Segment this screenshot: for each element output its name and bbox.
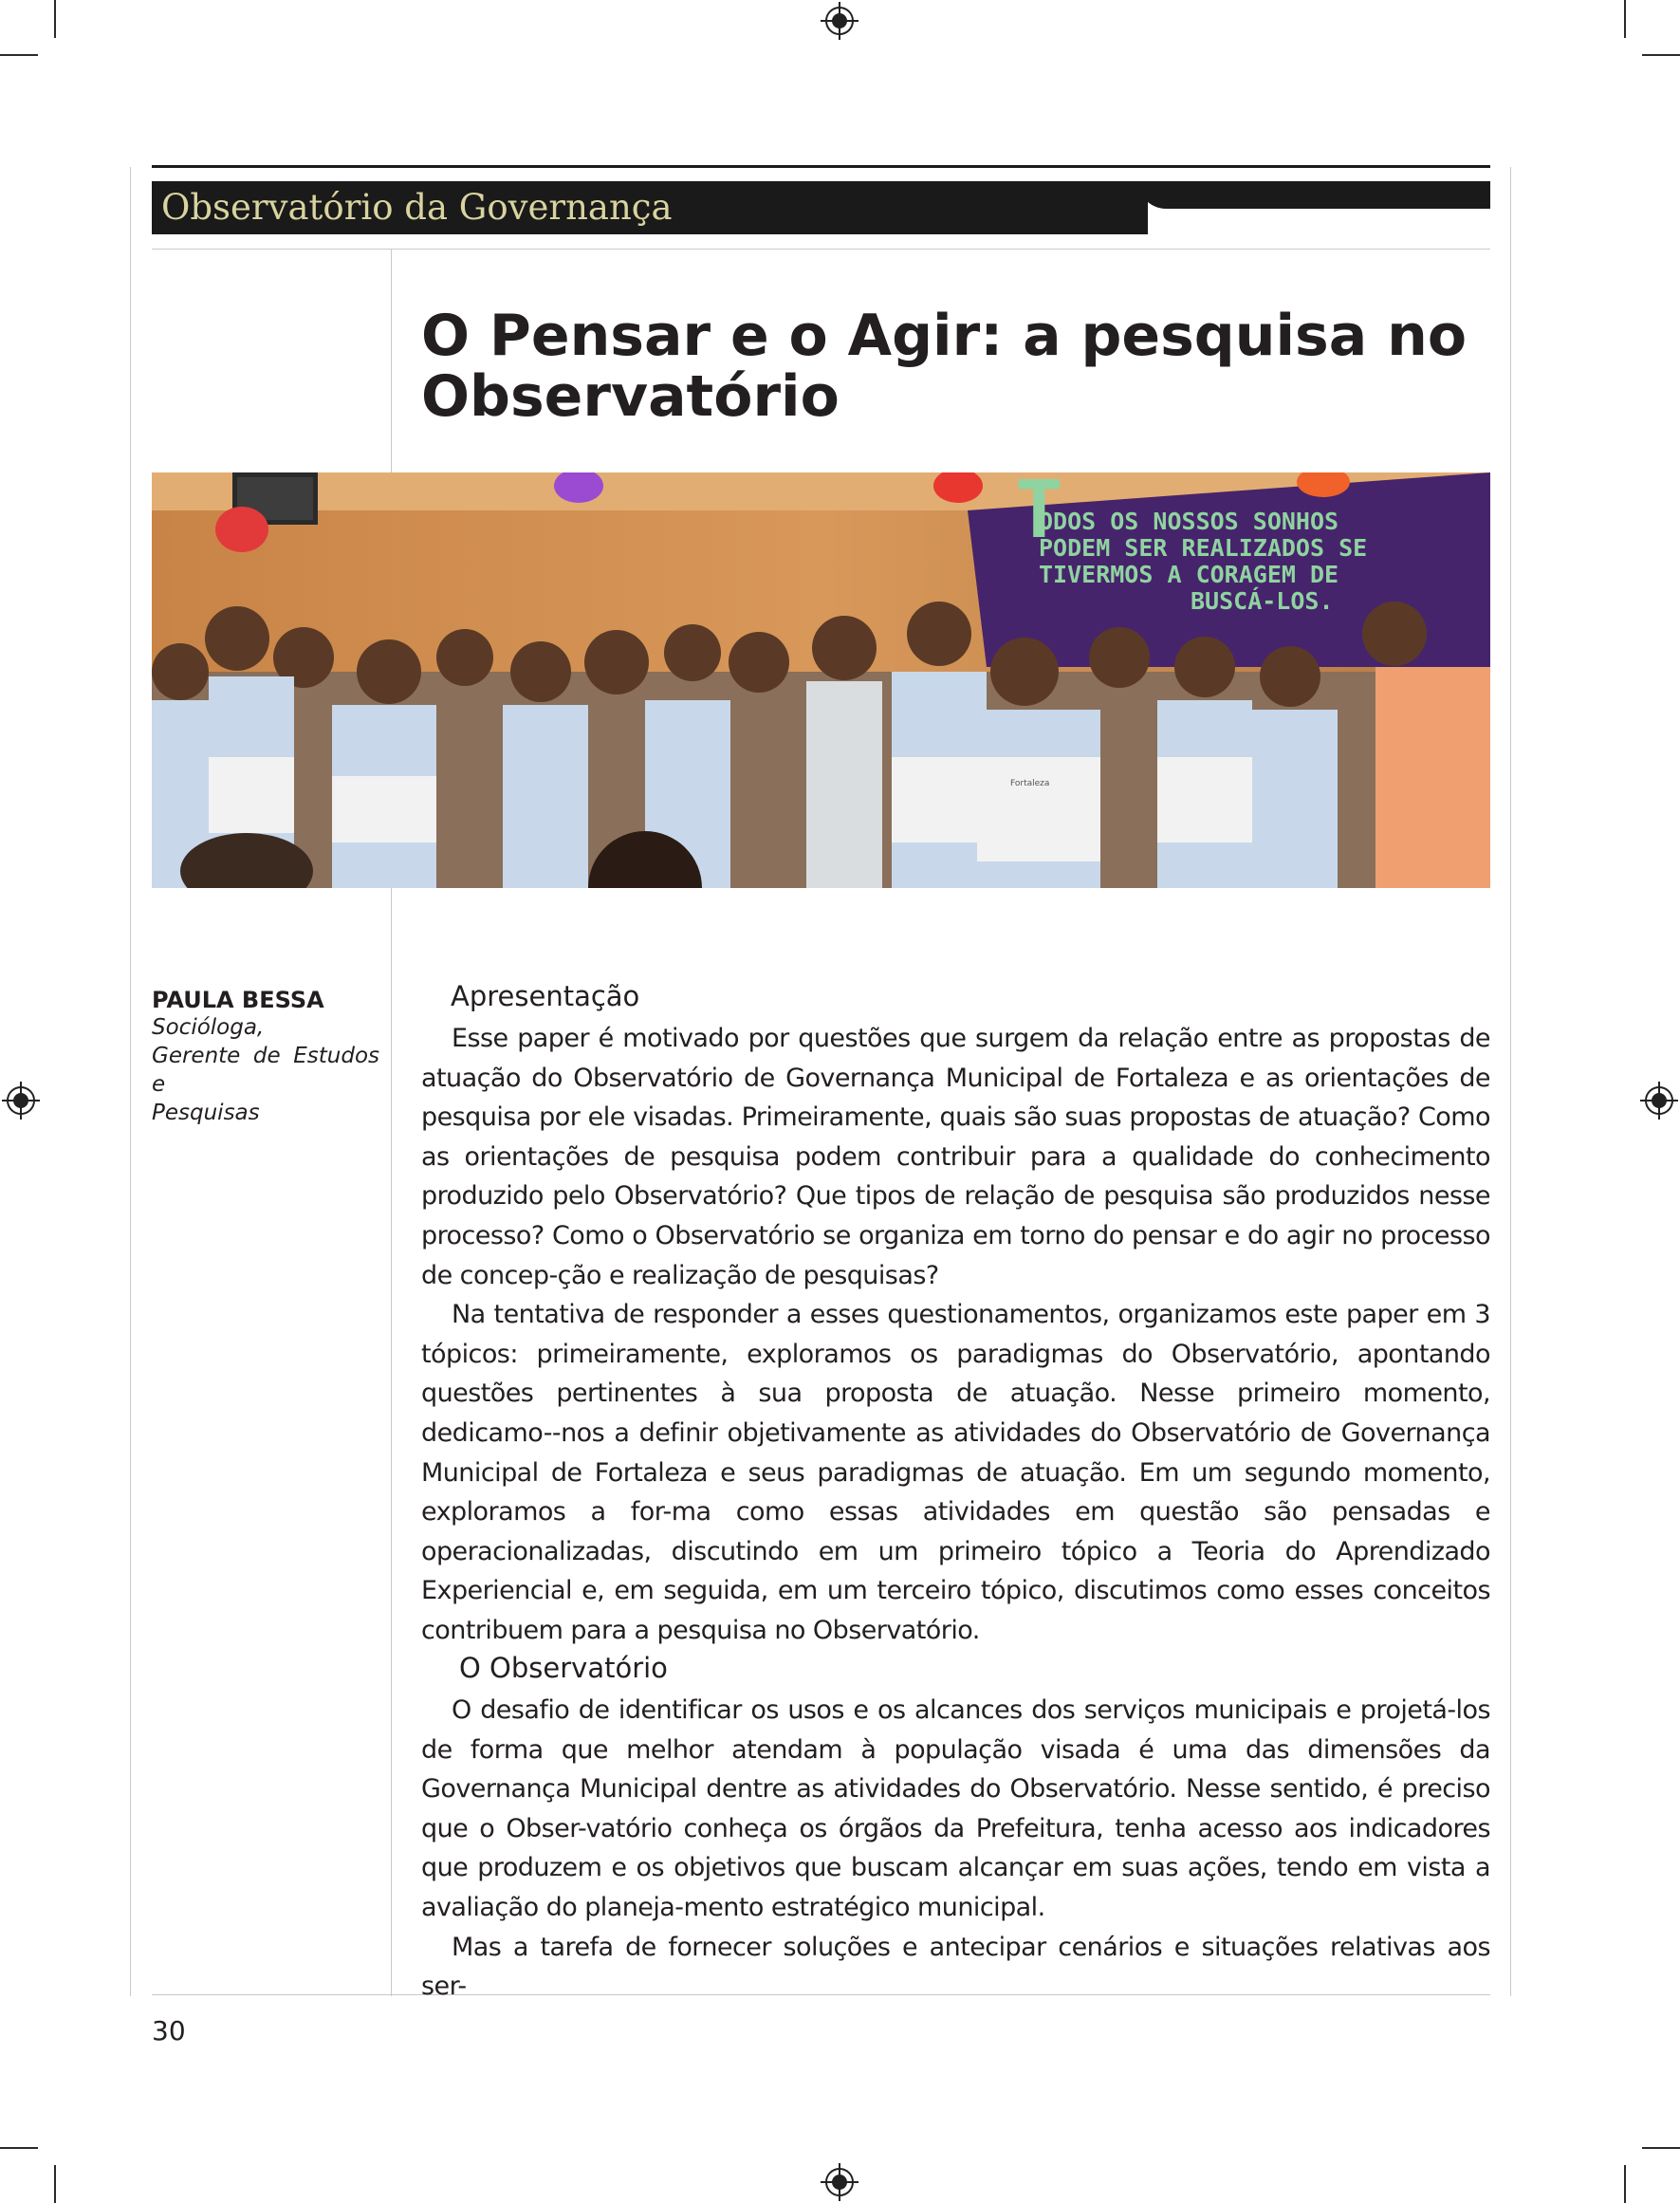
frame-line — [130, 167, 131, 1996]
paragraph: Mas a tarefa de fornecer soluções e antecipar cenários e situações relativas aos ser- — [421, 1932, 1490, 2002]
column-divider — [391, 888, 392, 1996]
crop-mark — [54, 2165, 56, 2203]
article-title-line2: Observatório — [421, 363, 840, 430]
article-title-line1: O Pensar e o Agir: a pesquisa no — [421, 303, 1468, 369]
author-role — [152, 1013, 379, 1127]
banner-line: BUSCÁ-LOS. — [1191, 587, 1334, 615]
intro-text — [421, 1019, 1490, 1651]
crop-mark — [0, 2147, 38, 2149]
banner-line: TIVERMOS A CORAGEM DE — [1039, 561, 1339, 588]
section-header: Observatório da Governança — [152, 181, 1148, 234]
banner-line: PODEM SER REALIZADOS SE — [1039, 534, 1368, 562]
header-tail — [1138, 181, 1490, 209]
author-role-line: Socióloga, — [152, 1015, 265, 1040]
paragraph: O desafio de identificar os usos e os alcances dos serviços municipais e projetá-los de forma que melhor atendam à população visada é uma das dimensões da Governança Municipal dentre as atividades do Observatório. Nesse sentido, é preciso que o Obser-vatório conheça os órgãos da Prefeitura, tenha acesso aos indicadores que produzem e os objetivos que buscam alcançar em suas ações, tendo em vista a avaliação do planeja-mento estratégico municipal. — [421, 1695, 1490, 1922]
author-role-line: Pesquisas — [152, 1101, 260, 1125]
registration-mark-icon — [2, 1082, 40, 1120]
crop-mark — [1624, 2165, 1626, 2203]
registration-mark-icon — [1640, 1082, 1678, 1120]
banner-line: ODOS OS NOSSOS SONHOS — [1039, 508, 1339, 535]
paragraph: Esse paper é motivado por questões que surgem da relação entre as propostas de atuação do Observatório de Governança Municipal de Fortaleza e as orientações de pesquisa por ele visadas. Primeiramente, quais são suas propostas de atuação? Como as orientações de pesquisa podem contribuir para a qualidade do conhecimento produzido pelo Observatório? Que tipos de relação de pesquisa são produzidos nesse processo? Como o Observatório se organiza em torno do pensar e do agir no processo de concep-ção e realização de pesquisas? — [421, 1024, 1490, 1290]
column-divider — [391, 249, 392, 472]
banner-initial: T — [1015, 472, 1063, 556]
page-number: 30 — [152, 2015, 186, 2046]
shirt-text: Fortaleza — [1010, 779, 1050, 788]
header-rule — [152, 249, 1490, 250]
crop-mark — [54, 0, 56, 38]
paragraph: Na tentativa de responder a esses questionamentos, organizamos este paper em 3 tópicos: primeiramente, exploramos os paradigmas do Observatório, apontando questões pertinentes à sua proposta de atuação. Nesse primeiro momento, dedicamo--nos a definir objetivamente as atividades do Observatório de Governança Municipal de Fortaleza e seus paradigmas de atuação. Em um segundo momento, exploramos a for-ma como essas atividades em questão são pensadas e operacionalizadas, discutindo em um primeiro tópico a Teoria do Aprendizado Experiencial e, em seguida, em um terceiro tópico, discutimos como esses conceitos contribuem para a pesquisa no Observatório. — [421, 1300, 1490, 1645]
registration-mark-icon — [821, 2, 858, 40]
balloon — [215, 507, 268, 552]
article-photo — [152, 472, 1490, 888]
registration-mark-icon — [821, 2163, 858, 2201]
frame-line — [1510, 167, 1511, 1996]
crop-mark — [1624, 0, 1626, 38]
section-heading-observatorio: O Observatório — [459, 1652, 668, 1684]
crop-mark — [1642, 2147, 1680, 2149]
author-role-line: Gerente de Estudos e — [152, 1044, 379, 1097]
header-top-rule — [152, 165, 1490, 168]
author-name: PAULA BESSA — [152, 987, 324, 1013]
observatorio-text — [421, 1691, 1490, 2007]
crop-mark — [1642, 54, 1680, 56]
section-heading-apresentacao: Apresentação — [451, 980, 640, 1012]
article-title — [421, 303, 1490, 430]
crop-mark — [0, 54, 38, 56]
